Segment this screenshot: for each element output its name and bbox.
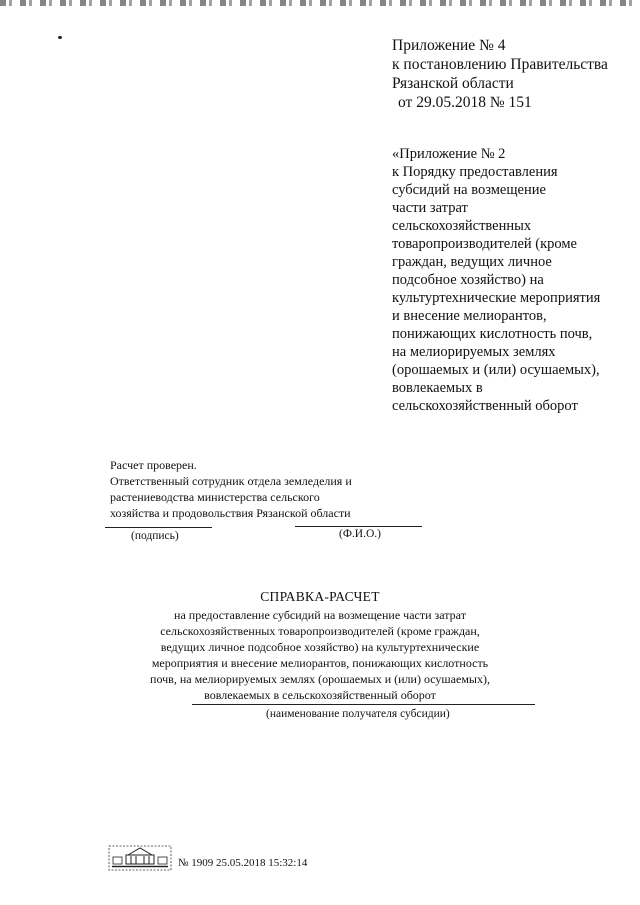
appendix-header-line: Приложение № 4	[392, 37, 506, 54]
appendix-2-line: товаропроизводителей (кроме	[392, 236, 577, 252]
verification-line: Расчет проверен.	[110, 458, 197, 472]
appendix-2-line: субсидий на возмещение	[392, 182, 546, 198]
name-caption: (Ф.И.О.)	[339, 528, 381, 540]
appendix-2-line: понижающих кислотность почв,	[392, 326, 593, 342]
appendix-2-line: (орошаемых и (или) осушаемых),	[392, 362, 600, 378]
appendix-2-line: на мелиорируемых землях	[392, 344, 556, 360]
appendix-header-line: Рязанской области	[392, 75, 514, 92]
appendix-header-line: от 29.05.2018 № 151	[398, 94, 532, 111]
certificate-subtitle-line: почв, на мелиорируемых землях (орошаемых и (или) осушаемых),	[150, 672, 490, 686]
verification-line: хозяйства и продовольствия Рязанской области	[110, 506, 351, 520]
building-stamp-icon	[108, 845, 172, 871]
appendix-header-line: к постановлению Правительства	[392, 56, 608, 73]
certificate-subtitle-line: сельскохозяйственных товаропроизводителей (кроме граждан,	[160, 624, 480, 638]
signature-caption: (подпись)	[131, 530, 179, 542]
signature-line	[105, 527, 212, 528]
verification-line: растениеводства министерства сельского	[110, 490, 320, 504]
verification-line: Ответственный сотрудник отдела земледелия и	[110, 474, 352, 488]
certificate-subtitle-line: мероприятия и внесение мелиорантов, понижающих кислотность	[151, 656, 489, 670]
scan-speck	[58, 36, 62, 39]
appendix-2-line: вовлекаемых в	[392, 380, 483, 396]
registration-stamp-text: № 1909 25.05.2018 15:32:14	[178, 857, 308, 869]
appendix-2-line: к Порядку предоставления	[392, 164, 558, 180]
certificate-subtitle-line: вовлекаемых в сельскохозяйственный оборот	[204, 688, 436, 702]
recipient-line	[192, 704, 535, 705]
appendix-2-line: сельскохозяйственный оборот	[392, 398, 578, 414]
appendix-2-line: подсобное хозяйство) на	[392, 272, 544, 288]
appendix-2-line: части затрат	[392, 200, 468, 216]
appendix-2-line: граждан, ведущих личное	[392, 254, 552, 270]
certificate-subtitle-line: ведущих личное подсобное хозяйство) на культуртехнические	[160, 640, 480, 654]
certificate-title: СПРАВКА-РАСЧЕТ	[260, 589, 380, 604]
appendix-2-line: культуртехнические мероприятия	[392, 290, 601, 306]
appendix-2-line: и внесение мелиорантов,	[392, 308, 547, 324]
appendix-2-line: сельскохозяйственных	[392, 218, 532, 234]
recipient-caption: (наименование получателя субсидии)	[266, 708, 450, 720]
scan-top-edge	[0, 0, 640, 6]
appendix-2-line: «Приложение № 2	[392, 146, 506, 162]
certificate-subtitle-line: на предоставление субсидий на возмещение части затрат	[174, 608, 466, 622]
name-line	[295, 526, 422, 527]
